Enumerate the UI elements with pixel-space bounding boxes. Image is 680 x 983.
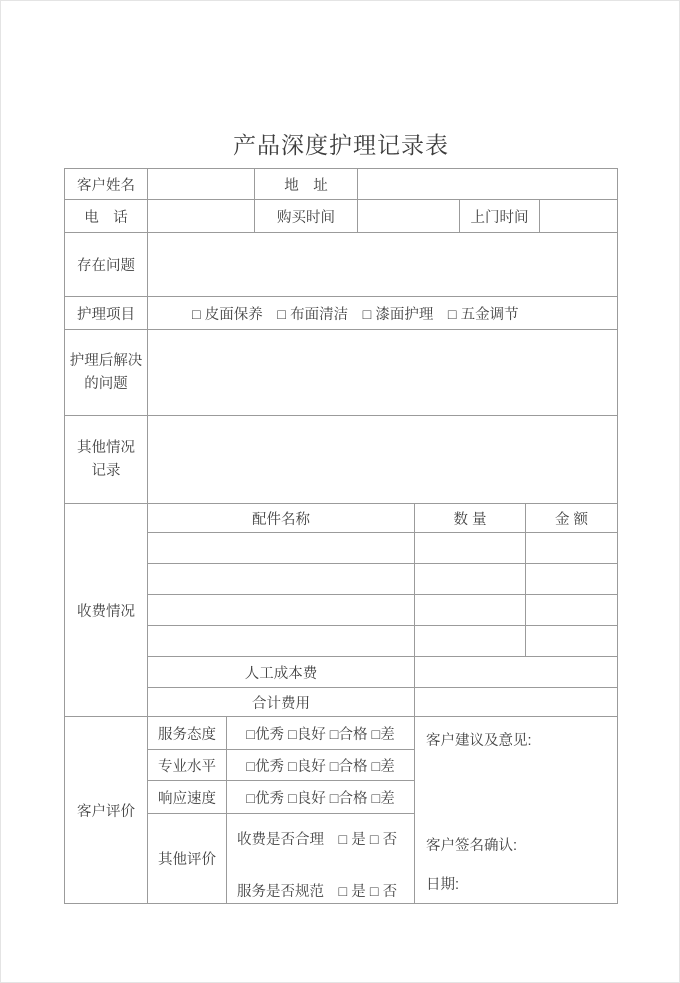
total-cost-row [148,688,617,716]
accessory-name-input-cell[interactable] [148,595,415,625]
fee-reasonable-checkbox-group[interactable]: 收费是否合理 □ 是 □ 否 [237,832,398,848]
section-evaluation [65,717,617,903]
charges-blank-row [148,595,617,626]
solved-problems-input-cell[interactable] [148,330,617,415]
amount-input-cell[interactable] [526,564,617,594]
purchase-time-label: 购买时间 [255,200,358,232]
labor-cost-input-cell[interactable] [415,657,617,687]
visit-time-label: 上门时间 [460,200,540,232]
response-speed-checkbox-group[interactable]: □优秀 □良好 □合格 □差 [246,790,395,807]
professional-level-label: 专业水平 [148,750,227,780]
care-items-checkbox-group[interactable]: □ 皮面保养 □ 布面清洁 □ 漆面护理 □ 五金调节 [192,306,519,323]
date-label: 日期: [426,877,460,893]
charges-blank-row [148,626,617,657]
phone-input-cell[interactable] [148,200,255,232]
visit-time-input-cell[interactable] [540,200,617,232]
customer-remarks-cell[interactable] [415,717,617,903]
solved-problems-label-line1: 护理后解决 [69,352,143,369]
other-records-label-line2: 记录 [91,462,121,479]
response-speed-label: 响应速度 [148,781,227,813]
suggestion-label: 客户建议及意见: [426,733,532,749]
service-standard-checkbox-group[interactable]: 服务是否规范 □ 是 □ 否 [237,884,398,900]
evaluation-criterion-row [148,781,414,814]
evaluation-inner-table [148,717,415,903]
evaluation-criterion-row [148,750,414,781]
page-title: 产品深度护理记录表 [233,132,449,158]
row-customer-address [65,169,617,200]
charges-blank-row [148,564,617,595]
other-records-label-line1: 其他情况 [77,439,135,456]
total-cost-label: 合计费用 [148,688,415,716]
amount-input-cell[interactable] [526,626,617,656]
quantity-input-cell[interactable] [415,595,526,625]
solved-problems-label-line2: 的问题 [84,375,128,392]
address-label: 地 址 [255,169,358,199]
accessory-name-input-cell[interactable] [148,564,415,594]
quantity-column-header: 数 量 [415,504,526,532]
labor-cost-label: 人工成本费 [148,657,415,687]
accessory-name-input-cell[interactable] [148,533,415,563]
professional-level-checkbox-group[interactable]: □优秀 □良好 □合格 □差 [246,758,395,775]
row-solved-problems [65,330,617,416]
evaluation-section-label: 客户评价 [65,717,148,903]
charges-header-row [148,504,617,533]
quantity-input-cell[interactable] [415,626,526,656]
labor-cost-row [148,657,617,688]
existing-problems-input-cell[interactable] [148,233,617,296]
quantity-input-cell[interactable] [415,564,526,594]
row-care-items [65,297,617,330]
charges-inner-table [148,504,617,716]
other-evaluation-row [148,814,414,903]
signature-label: 客户签名确认: [426,838,518,854]
section-charges [65,504,617,717]
address-input-cell[interactable] [358,169,617,199]
other-records-input-cell[interactable] [148,416,617,503]
service-attitude-checkbox-group[interactable]: □优秀 □良好 □合格 □差 [246,726,395,743]
care-items-label: 护理项目 [65,297,148,329]
purchase-time-input-cell[interactable] [358,200,460,232]
care-record-form-table [64,168,618,904]
charges-blank-row [148,533,617,564]
quantity-input-cell[interactable] [415,533,526,563]
other-evaluation-label: 其他评价 [148,814,227,903]
total-cost-input-cell[interactable] [415,688,617,716]
amount-column-header: 金 额 [554,511,589,528]
existing-problems-label: 存在问题 [65,233,148,296]
customer-name-label: 客户姓名 [65,169,148,199]
accessory-name-column-header: 配件名称 [148,504,415,532]
row-other-records [65,416,617,504]
solved-problems-label [65,330,148,415]
other-evaluation-checkbox-cell [227,814,414,903]
evaluation-criterion-row [148,717,414,750]
accessory-name-input-cell[interactable] [148,626,415,656]
other-records-label [65,416,148,503]
row-existing-problems [65,233,617,297]
service-attitude-label: 服务态度 [148,717,227,749]
amount-input-cell[interactable] [526,533,617,563]
row-phone-times [65,200,617,233]
charges-section-label: 收费情况 [65,504,148,716]
customer-name-input-cell[interactable] [148,169,255,199]
phone-label: 电 话 [65,200,148,232]
amount-input-cell[interactable] [526,595,617,625]
